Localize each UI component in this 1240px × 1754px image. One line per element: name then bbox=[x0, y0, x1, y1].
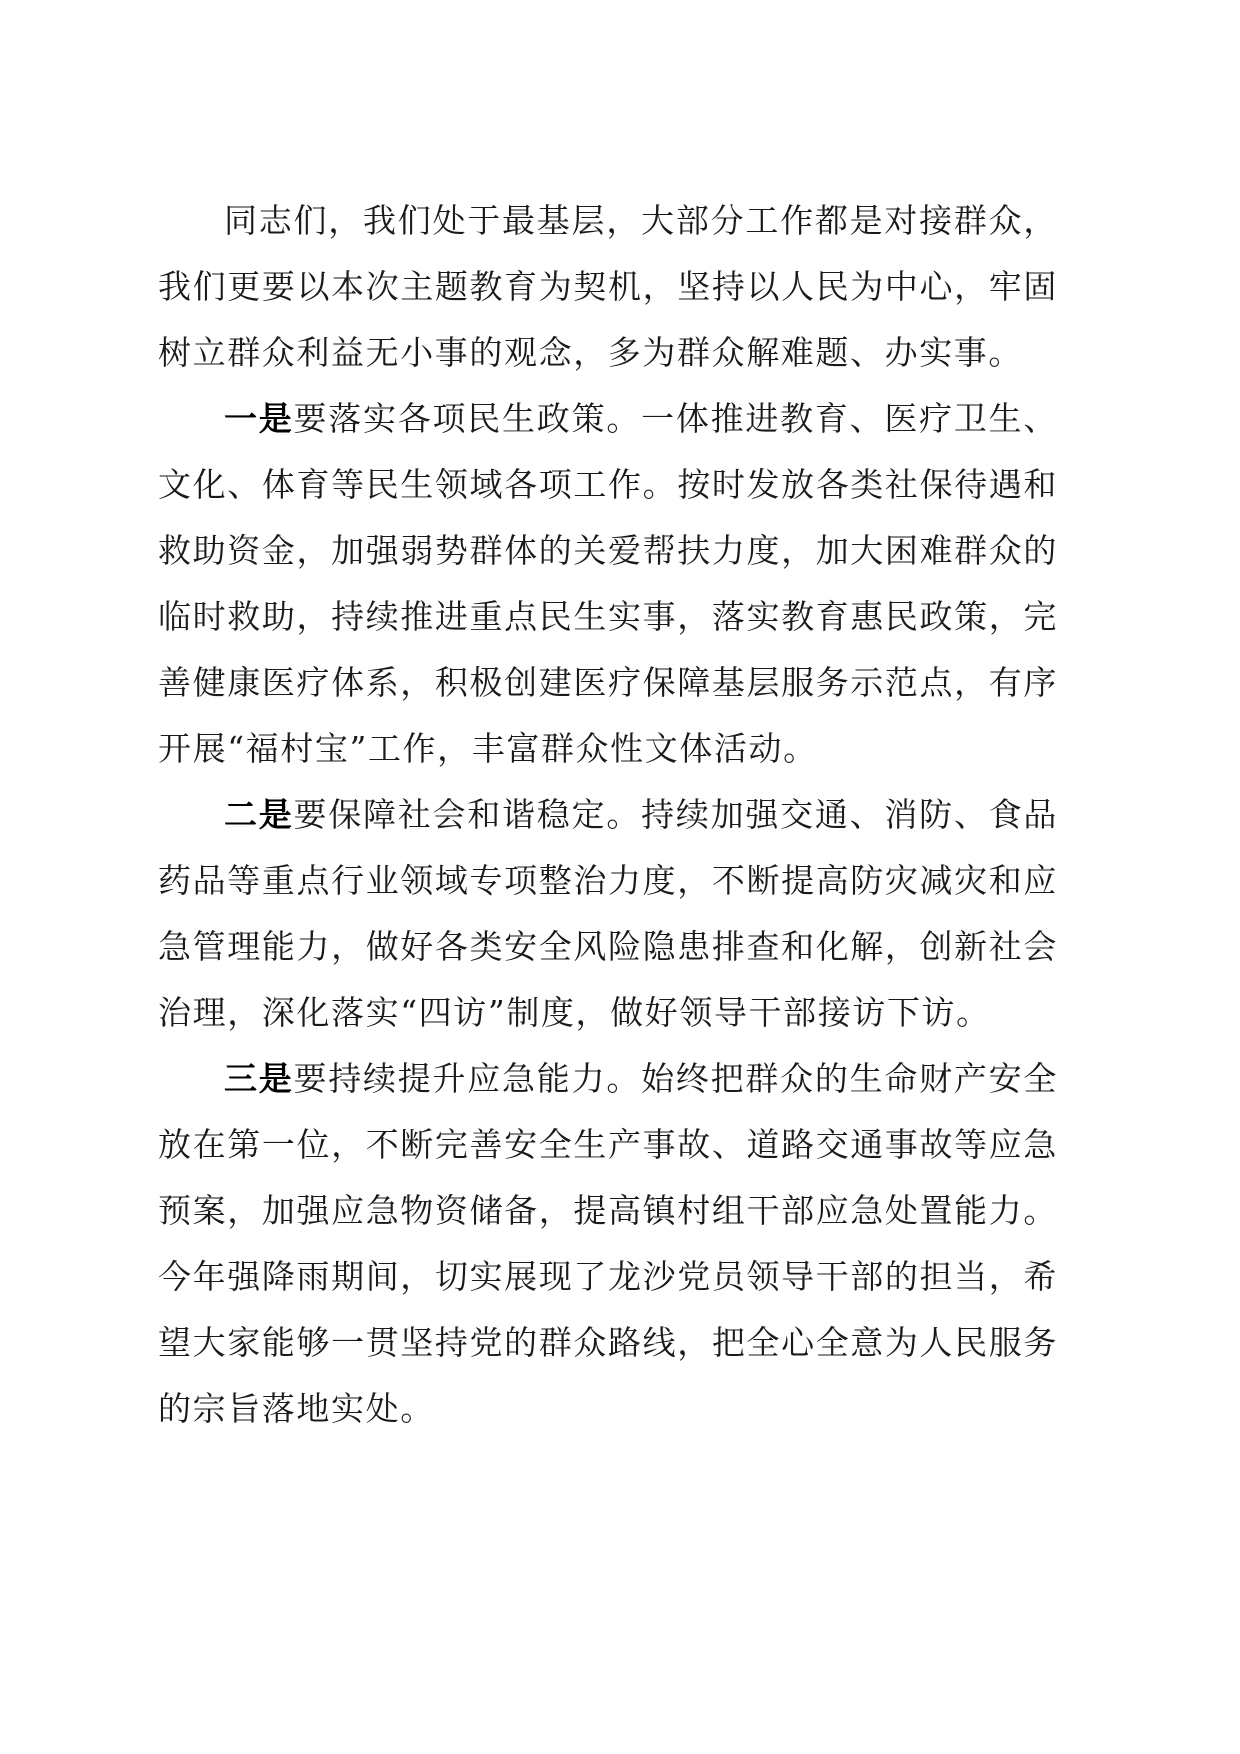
paragraph-point-1 bbox=[158, 386, 1058, 782]
paragraph-point-2-lead: 二是 bbox=[224, 795, 294, 834]
paragraph-point-1-text: 要落实各项民生政策。一体推进教育、医疗卫生、文化、体育等民生领域各项工作。按时发放各类社保待遇和救助资金，加强弱势群体的关爱帮扶力度，加大困难群众的临时救助，持续推进重点民生实事，落实教育惠民政策，完善健康医疗体系，积极创建医疗保障基层服务示范点，有序开展“福村宝”工作，丰富群众性文体活动。 bbox=[158, 399, 1058, 768]
paragraph-point-1-lead: 一是 bbox=[224, 399, 294, 438]
document-body bbox=[158, 188, 1058, 1442]
paragraph-intro-text: 同志们，我们处于最基层，大部分工作都是对接群众，我们更要以本次主题教育为契机，坚持以人民为中心，牢固树立群众利益无小事的观念，多为群众解难题、办实事。 bbox=[158, 201, 1058, 372]
paragraph-intro bbox=[158, 188, 1058, 386]
paragraph-point-3-text: 要持续提升应急能力。始终把群众的生命财产安全放在第一位，不断完善安全生产事故、道路交通事故等应急预案，加强应急物资储备，提高镇村组干部应急处置能力。今年强降雨期间，切实展现了龙沙党员领导干部的担当，希望大家能够一贯坚持党的群众路线，把全心全意为人民服务的宗旨落地实处。 bbox=[158, 1059, 1058, 1428]
paragraph-point-3-lead: 三是 bbox=[224, 1059, 294, 1098]
paragraph-point-2 bbox=[158, 782, 1058, 1046]
paragraph-point-2-text: 要保障社会和谐稳定。持续加强交通、消防、食品药品等重点行业领域专项整治力度，不断提高防灾减灾和应急管理能力，做好各类安全风险隐患排查和化解，创新社会治理，深化落实“四访”制度，做好领导干部接访下访。 bbox=[158, 795, 1058, 1032]
paragraph-point-3 bbox=[158, 1046, 1058, 1442]
